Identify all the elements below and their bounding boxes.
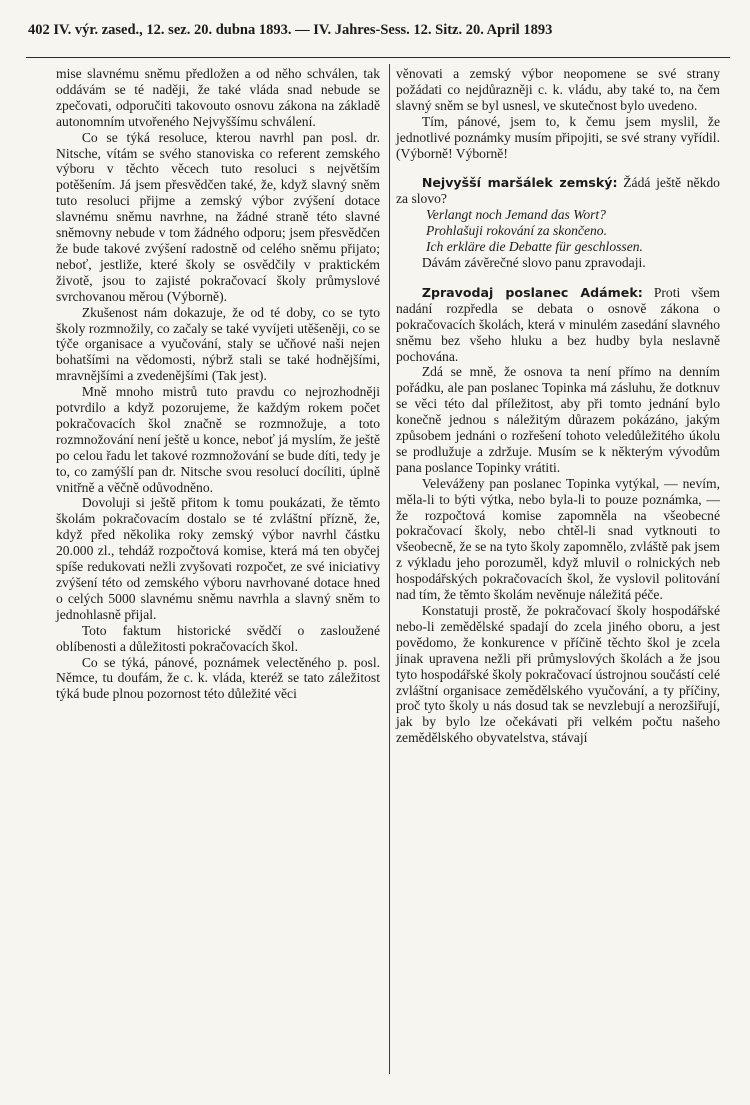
paragraph: Tím, pánové, jsem to, k čemu jsem myslil, že jednotlivé poznámky musím připojiti, se své strany vyřídil. (Výborně! Výborně! [396, 113, 720, 161]
paragraph: Veleváženy pan poslanec Topinka vytýkal, — nevím, měla-li to býti výtka, nebo byla-li to pouze poznámka, — že rozpočtová komise zapomněla na všeobecné pokračovací školy, nebo chtěl-li snad vytknouti to všeobecně, že se na tyto školy zapomnělo, zvláště pak jsem z výkladu jeho porozuměl, když mluvil o rolnických neb hospodářských pokračovacích škol, že vyslovil politování nad tím, že těmto školám nevěnuje náležitá péče. [396, 475, 720, 603]
paragraph: mise slavnému sněmu předložen a od něho schválen, tak oddávám se té naději, že také vláda snad nebude se zpečovati, odporučiti takovouto osnovu zákona na základě autonomním utvořeného Nejvyššímu schválení. [56, 66, 380, 129]
speaker-text: Proti všem nadání rozpředla se debata o osnově zákona o pokračovacích školách, která v minulém zasedání slavného sněmu bez všeho hluku a bez hudby byla neslavně pochována. [396, 284, 720, 364]
paragraph: Co se týká, pánové, poznámek velectěného p. posl. Němce, tu doufám, že c. k. vláda, kteréž se tato záležitost týká bude plnou pozornost této důležité věci [56, 654, 380, 702]
paragraph: věnovati a zemský výbor neopomene se své strany požádati co nejdůrazněji c. k. vládu, aby také to, na čem slavný sněm se byl usnesl, ve skutečnost bylo uvedeno. [396, 66, 720, 113]
paragraph: Zkušenost nám dokazuje, že od té doby, co se tyto školy rozmnožily, co začaly se také vyvíjeti utěšeněji, co se týče organisace a vyučování, staly se učňové naši nejen bohatšími na vědomosti, nýbrž stali se také hodnějšími, mravnějšími a zvedenějšími (Tak jest). [56, 304, 380, 384]
page-header: 402 IV. výr. zased., 12. sez. 20. dubna 1893. — IV. Jahres-Sess. 12. Sitz. 20. April 1893 [28, 22, 553, 38]
speaker-text: Žádá ještě někdo za slovo? [396, 175, 720, 207]
speaker-name: Zpravodaj poslanec Adámek: [421, 284, 643, 300]
paragraph: Dávám závěrečné slovo panu zpravodaji. [421, 254, 646, 270]
speaker-paragraph [396, 175, 720, 207]
formula-line: Ich erkläre die Debatte für geschlossen. [426, 239, 643, 255]
right-column [396, 66, 720, 746]
left-column [56, 66, 380, 702]
column-divider [389, 64, 390, 1074]
speaker-paragraph [396, 285, 720, 365]
formula-line: Prohlašuji rokování za skončeno. [426, 223, 607, 239]
speaker-name: Nejvyšší maršálek zemský: [421, 175, 618, 191]
paragraph: Konstatuji prostě, že pokračovací školy hospodářské nebo-li zemědělské spadají do zcela jiného oboru, a jest povědomo, že konkurence v příčině těchto škol je zcela jinak upravena nežli při průmyslových školách a že jsou tyto hospodářské školy pokračovací ústrojnou součástí celé zvláštní organisace zemědělského vyučování, a ty příčiny, proč tyto školy u nás dosud tak se nevzlebují a nerozšiřují, jak by bylo lze očekávati při velkém počtu našeho zemědělského obyvatelstva, stávají [396, 603, 720, 746]
formula-line: Verlangt noch Jemand das Wort? [426, 207, 606, 223]
paragraph: Dovoluji si ještě přitom k tomu poukázati, že těmto školám pokračovacím dostalo se té zvláštní přízně, že, když před několika roky zemský výbor navrhl částku 20.000 zl., tehdáž rozpočtová komise, která má ten obyčej spíše redukovati nežli zvyšovati rozpočet, ze své iniciativy zvýšení této od zemského výboru navrhované dotace hned o celých 5000 slavnému sněmu navrhla a slavný sněm to jednohlasně přijal. [56, 495, 380, 622]
paragraph: Co se týká resoluce, kterou navrhl pan posl. dr. Nitsche, vítám se svého stanoviska co referent zemského výboru v těchto věcech tuto resoluci s největším potěšením. Já jsem přesvědčen také, že, když slavný sněm tuto resoluci přijme a zemský výbor zvýšení dotace slavnému sněmu navrhne, na žádné straně této slavné sněmovny nebude v tom žádného odporu; jsem přesvědčen že bude takové zvýšení radostně od celého sněmu přijato; neboť, jestliže, které školy se osvědčily v praktickém životě, jsou to zajisté pokračovací školy průmyslové svrchovanou měrou (Výborně). [56, 129, 380, 304]
paragraph: Toto faktum historické svědčí o zasloužené oblíbenosti a důležitosti pokračovacích škol. [56, 622, 380, 654]
header-rule [26, 57, 730, 58]
paragraph: Zdá se mně, že osnova ta není přímo na denním pořádku, ale pan poslanec Topinka má zásluhu, že dotknuv se věci této dal příležitost, aby při tomto jednání bylo konečně jednou s náležitým důrazem pokázáno, jakým způsobem jednáni o rozřešení tohoto veledůležitého úkolu se prodlužuje a zdržuje. Musím se k některým vývodům pana poslance Topinky vrátiti. [396, 364, 720, 475]
paragraph-gap [396, 161, 720, 175]
paragraph: Mně mnoho mistrů tuto pravdu co nejrozhodněji potvrdilo a když pozorujeme, že každým rokem počet pokračovacích škol značně se rozmnožuje, a toto rozmnožování není ještě u konce, neboť já myslím, že ještě po celou řadu let takové rozmnožování se bude díti, tedy je to, co zamýšlí pan dr. Nitsche svou resolucí docíliti, úplně vnitřně a věčně odůvodněno. [56, 384, 380, 495]
paragraph-gap [396, 271, 720, 285]
